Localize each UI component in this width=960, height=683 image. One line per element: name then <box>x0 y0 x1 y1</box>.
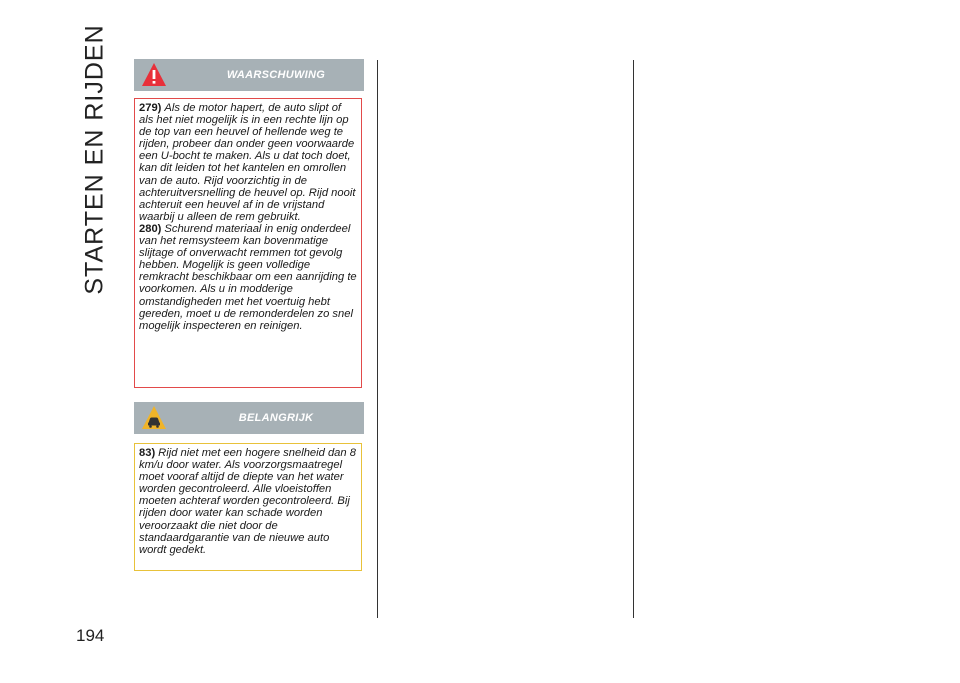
warning-entry <box>139 102 357 223</box>
column-divider <box>377 60 378 618</box>
entry-text: Rijd niet met een hogere snelheid dan 8 km/u door water. Als voorzorgsmaatregel moet vooraf altijd de diepte van het water worden gecontroleerd. Alle vloeistoffen moeten achteraf worden gecontroleerd. Bij rijden door water kan schade worden veroorzaakt die niet door de standaardgarantie van de nieuwe auto wordt gedekt. <box>139 447 356 556</box>
important-box <box>134 443 362 571</box>
important-title: BELANGRIJK <box>238 412 314 424</box>
warning-banner <box>134 59 364 91</box>
important-entry <box>139 447 357 556</box>
entry-number: 279) <box>139 102 162 114</box>
column-divider <box>633 60 634 618</box>
car-care-icon <box>140 404 168 432</box>
warning-entry <box>139 223 357 332</box>
warning-triangle-icon <box>140 61 168 89</box>
entry-text: Als de motor hapert, de auto slipt of als het niet mogelijk is in een rechte lijn op de top van een heuvel of hellende weg te rijden, probeer dan onder geen voorwaarde een U-bocht te maken. Als u dat toch doet, kan dit leiden tot het kantelen en omrollen van de auto. Rijd voorzichtig in de achteruitversnelling de heuvel op. Rijd nooit achteruit een heuvel af in de vrijstand waarbij u alleen de rem gebruikt. <box>139 102 356 223</box>
page-number: 194 <box>76 626 105 645</box>
section-title <box>75 23 115 295</box>
entry-number: 280) <box>139 222 162 235</box>
warning-box <box>134 98 362 388</box>
important-banner <box>134 402 364 434</box>
entry-number: 83) <box>139 447 156 459</box>
entry-text: Schurend materiaal in enig onderdeel van het remsysteem kan bovenmatige slijtage of onverwacht remmen tot gevolg hebben. Mogelijk is geen volledige remkracht beschikbaar om een aanrijding te voorkomen. Als u in modderige omstandigheden met het voertuig hebt gereden, moet u de remonderdelen zo snel mogelijk inspecteren en reinigen. <box>139 222 357 332</box>
section-title-text: STARTEN EN RIJDEN <box>80 23 109 295</box>
warning-title: WAARSCHUWING <box>226 69 326 81</box>
